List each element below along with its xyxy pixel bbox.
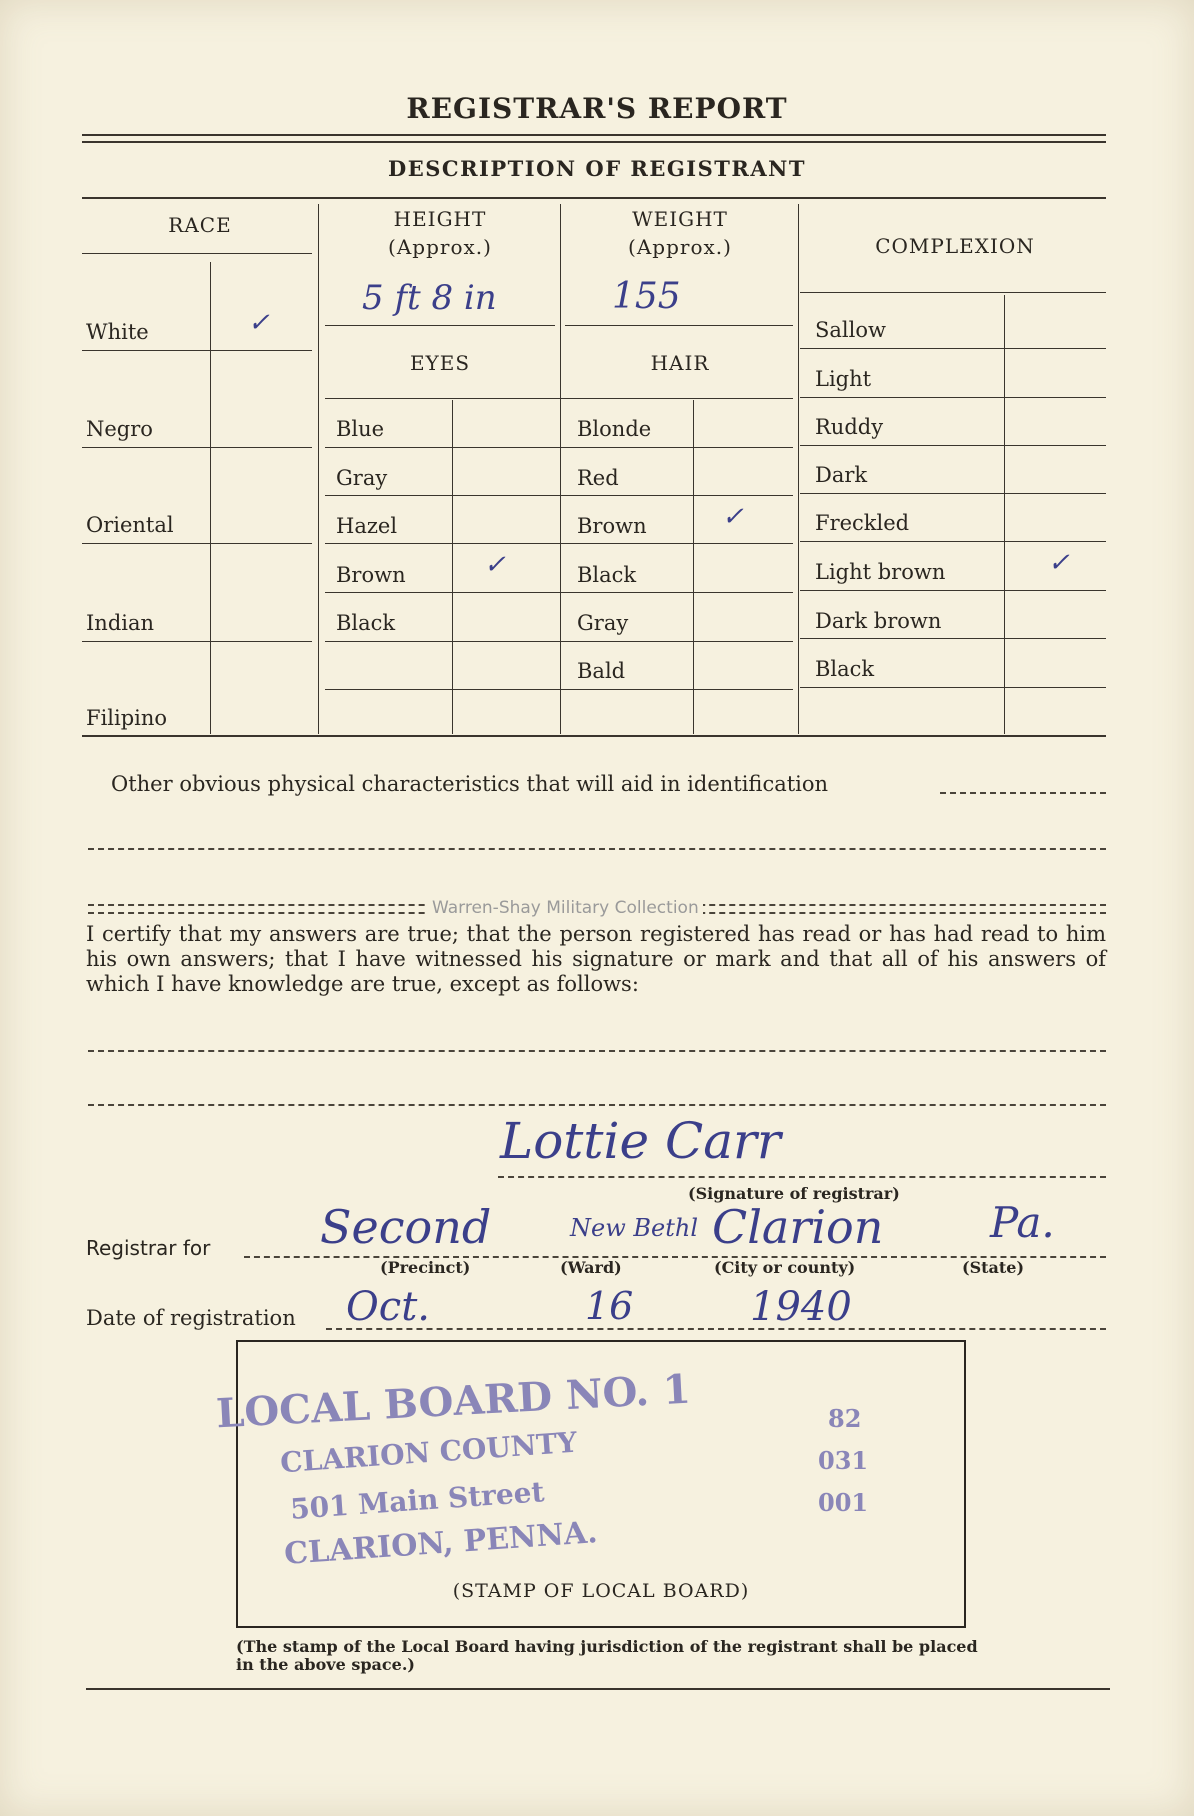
hair-gray: Gray	[577, 611, 629, 635]
hair-bald: Bald	[577, 659, 626, 683]
stamp-num-3: 001	[818, 1488, 869, 1517]
light-brown-check: ✓	[1048, 548, 1070, 578]
ward-caption: (Ward)	[560, 1258, 622, 1277]
other-characteristics-line	[940, 792, 1106, 794]
report-title: REGISTRAR'S REPORT	[406, 92, 788, 125]
ward-value: New Bethl	[570, 1214, 698, 1242]
stamp-note: (The stamp of the Local Board having jurisdiction of the registrant shall be placed in the above space.)	[236, 1637, 978, 1674]
hair-blonde: Blonde	[577, 417, 652, 441]
state-caption: (State)	[962, 1258, 1025, 1277]
eyes-black: Black	[336, 611, 396, 635]
complexion-light-brown: Light brown	[815, 560, 946, 584]
complexion-ruddy: Ruddy	[815, 415, 884, 439]
stamp-line-1: LOCAL BOARD NO. 1	[215, 1365, 692, 1438]
col-divider	[452, 400, 453, 734]
stamp-num-1: 82	[828, 1404, 862, 1433]
eyes-gray: Gray	[336, 466, 388, 490]
col-divider	[560, 204, 561, 734]
complexion-row-rule	[800, 590, 1106, 591]
row-rule	[325, 592, 793, 593]
race-row-rule	[82, 543, 312, 544]
white-check: ✓	[248, 308, 270, 338]
height-value: 5 ft 8 in	[362, 278, 497, 318]
stamp-line-4: CLARION, PENNA.	[283, 1515, 599, 1572]
complexion-header-rule	[800, 292, 1106, 293]
date-day: 16	[585, 1284, 634, 1328]
col-divider	[210, 262, 211, 734]
race-oriental: Oriental	[86, 513, 174, 537]
row-rule	[325, 447, 793, 448]
col-divider	[1004, 295, 1005, 734]
city-caption: (City or county)	[714, 1258, 856, 1277]
date-label: Date of registration	[86, 1306, 296, 1330]
table-bottom-rule	[82, 735, 1106, 737]
race-negro: Negro	[86, 417, 153, 441]
row-rule	[325, 495, 793, 496]
col-divider	[693, 400, 694, 734]
stamp-line-3: 501 Main Street	[289, 1475, 546, 1526]
complexion-row-rule	[800, 493, 1106, 494]
race-header-rule	[82, 253, 312, 254]
row-rule	[325, 641, 793, 642]
height-approx: (Approx.)	[388, 235, 492, 259]
height-header: HEIGHT	[393, 207, 487, 231]
certification-text: I certify that my answers are true; that the person registered has read or has had read to him his own answers; that I have witnessed his signature or mark and that all of his answers of which I have knowledge are true, except as follows:	[86, 922, 1106, 996]
registrar-signature: Lottie Carr	[500, 1112, 781, 1170]
col-divider	[318, 204, 319, 734]
race-white: White	[86, 320, 149, 344]
signature-line	[498, 1176, 1106, 1178]
complexion-freckled: Freckled	[815, 511, 910, 535]
hair-brown-check: ✓	[722, 502, 744, 532]
blank-line	[88, 848, 1106, 850]
complexion-row-rule	[800, 638, 1106, 639]
stamp-num-2: 031	[818, 1446, 869, 1475]
date-year: 1940	[750, 1284, 852, 1330]
other-characteristics-label: Other obvious physical characteristics that will aid in identification	[111, 772, 829, 796]
stamp-box	[215, 1340, 966, 1628]
eyes-hazel: Hazel	[336, 514, 398, 538]
hair-header: HAIR	[650, 351, 710, 375]
weight-approx: (Approx.)	[628, 235, 732, 259]
weight-rule	[565, 325, 793, 326]
complexion-row-rule	[800, 687, 1106, 688]
race-row-rule	[82, 350, 312, 351]
signature-caption: (Signature of registrar)	[688, 1184, 900, 1203]
complexion-header: COMPLEXION	[875, 234, 1035, 258]
weight-value: 155	[612, 276, 681, 317]
eyes-brown: Brown	[336, 563, 406, 587]
row-rule	[325, 689, 793, 690]
complexion-dark: Dark	[815, 463, 868, 487]
precinct-caption: (Precinct)	[380, 1258, 471, 1277]
stamp-line-2: CLARION COUNTY	[279, 1425, 579, 1480]
precinct-value: Second	[320, 1200, 492, 1254]
watermark-text: Warren-Shay Military Collection	[428, 898, 703, 918]
complexion-row-rule	[800, 541, 1106, 542]
complexion-sallow: Sallow	[815, 318, 886, 342]
city-value: Clarion	[712, 1200, 884, 1254]
eyes-header: EYES	[409, 351, 471, 375]
race-row-rule	[82, 447, 312, 448]
eyes-brown-check: ✓	[484, 550, 506, 580]
stamp-caption: (STAMP OF LOCAL BOARD)	[452, 1580, 750, 1602]
height-rule	[325, 325, 555, 326]
complexion-black: Black	[815, 657, 875, 681]
bottom-rule	[86, 1688, 1110, 1690]
complexion-light: Light	[815, 367, 872, 391]
section-title: DESCRIPTION OF REGISTRANT	[387, 156, 806, 181]
hair-brown: Brown	[577, 514, 647, 538]
hair-black: Black	[577, 563, 637, 587]
state-value: Pa.	[990, 1198, 1055, 1247]
race-header: RACE	[168, 213, 232, 237]
table-top-rule	[82, 197, 1106, 199]
title-rule-2	[82, 141, 1106, 143]
complexion-row-rule	[800, 348, 1106, 349]
eyes-blue: Blue	[336, 417, 385, 441]
registrar-for-label: Registrar for	[86, 1236, 211, 1260]
blank-line	[88, 1050, 1106, 1052]
complexion-dark-brown: Dark brown	[815, 609, 942, 633]
row-rule	[325, 543, 793, 544]
weight-header: WEIGHT	[632, 207, 728, 231]
title-rule-1	[82, 134, 1106, 136]
race-indian: Indian	[86, 611, 155, 635]
blank-line	[88, 1104, 1106, 1106]
race-filipino: Filipino	[86, 706, 168, 730]
date-line	[326, 1328, 1106, 1330]
col-divider	[798, 204, 799, 734]
complexion-row-rule	[800, 397, 1106, 398]
hair-red: Red	[577, 466, 619, 490]
race-row-rule	[82, 641, 312, 642]
complexion-row-rule	[800, 445, 1106, 446]
date-month: Oct.	[346, 1284, 430, 1330]
eyes-hair-header-rule	[325, 398, 793, 399]
